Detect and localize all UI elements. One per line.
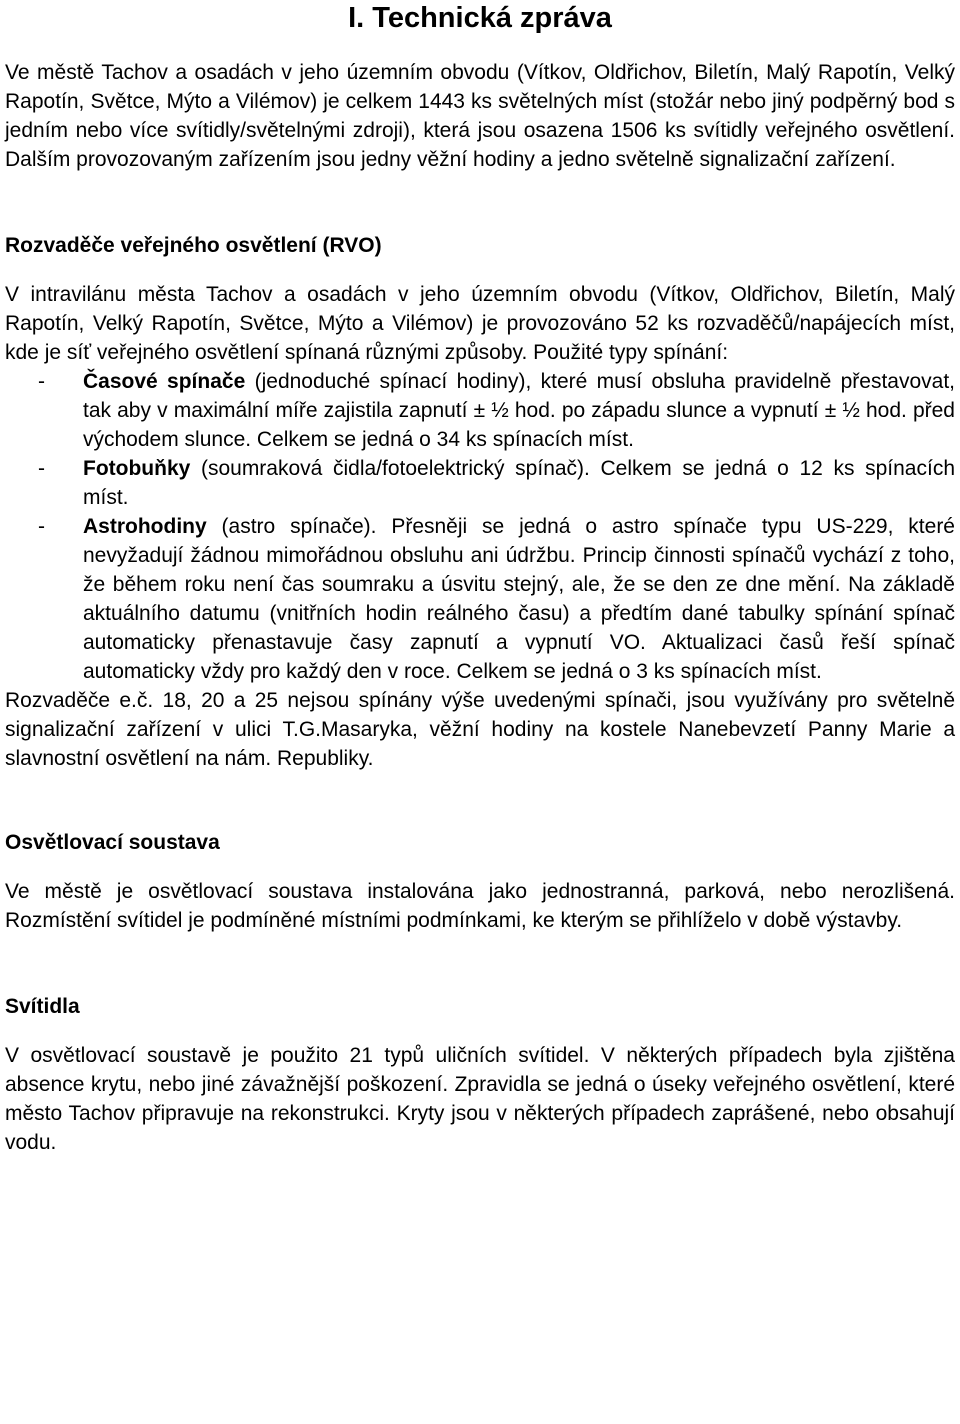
- intro-paragraph: Ve městě Tachov a osadách v jeho územním obvodu (Vítkov, Oldřichov, Biletín, Malý Rapotín, Velký Rapotín, Světce, Mýto a Vilémov) je celkem 1443 ks světelných míst (stožár nebo jiný podpěrný bod s jedním nebo více svítidly/světelnými zdroji), která jsou osazena 1506 ks svítidly veřejného osvětlení. Dalším provozovaným zařízením jsou jedny věžní hodiny a jedno světelně signalizační zařízení.: [5, 61, 955, 171]
- list-dash: -: [38, 457, 45, 480]
- list-item: [5, 367, 955, 454]
- list-item-term: Astrohodiny: [83, 515, 207, 538]
- section-heading-soustava: Osvětlovací soustava: [5, 831, 220, 854]
- document-page: [5, 0, 955, 1157]
- section-heading-svitidla: Svítidla: [5, 995, 80, 1018]
- list-item-text: (astro spínače). Přesněji se jedná o astro spínače typu US-229, které nevyžadují žádnou mimořádnou obsluhu ani údržbu. Princip činnosti spínačů vychází z toho, že během roku není čas soumraku a úsvitu stejný, ale, že se den ze dne mění. Na základě aktuálního datumu (vnitřních hodin reálného času) a předtím dané tabulky spínání spínač automaticky přenastavuje časy zapnutí a vypnutí VO. Aktualizaci časů řeší spínač automaticky vždy pro každý den v roce. Celkem se jedná o 3 ks spínacích míst.: [83, 515, 955, 683]
- section-heading-rvo: Rozvaděče veřejného osvětlení (RVO): [5, 234, 382, 257]
- list-dash: -: [38, 515, 45, 538]
- rvo-paragraph: V intravilánu města Tachov a osadách v jeho územním obvodu (Vítkov, Oldřichov, Biletín, Malý Rapotín, Velký Rapotín, Světce, Mýto a Vilémov) je provozováno 52 ks rozvaděčů/napájecích míst, kde je síť veřejného osvětlení spínaná různými způsoby. Použité typy spínání:: [5, 283, 955, 364]
- list-item: [5, 512, 955, 686]
- rvo-closing-paragraph: Rozvaděče e.č. 18, 20 a 25 nejsou spínány výše uvedenými spínači, jsou využívány pro světelně signalizační zařízení v ulici T.G.Masaryka, věžní hodiny na kostele Nanebevzetí Panny Marie a slavnostní osvětlení na nám. Republiky.: [5, 689, 955, 770]
- switching-types-list: [5, 367, 955, 686]
- list-item: [5, 454, 955, 512]
- soustava-paragraph: Ve městě je osvětlovací soustava instalována jako jednostranná, parková, nebo nerozlišená. Rozmístění svítidel je podmíněné místními podmínkami, ke kterým se přihlíželo v době výstavby.: [5, 880, 955, 932]
- svitidla-paragraph: V osvětlovací soustavě je použito 21 typů uličních svítidel. V některých případech byla zjištěna absence krytu, nebo jiné závažnější poškození. Zpravidla se jedná o úseky veřejného osvětlení, které město Tachov připravuje na rekonstrukci. Kryty jsou v některých případech zaprášené, nebo obsahují vodu.: [5, 1044, 955, 1154]
- list-item-text: (soumraková čidla/fotoelektrický spínač). Celkem se jedná o 12 ks spínacích míst.: [83, 457, 955, 509]
- page-title: I. Technická zpráva: [348, 2, 612, 34]
- list-item-term: Časové spínače: [83, 370, 246, 393]
- list-dash: -: [38, 370, 45, 393]
- list-item-text: (jednoduché spínací hodiny), které musí obsluha pravidelně přestavovat, tak aby v maximální míře zajistila zapnutí ± ½ hod. po západu slunce a vypnutí ± ½ hod. před východem slunce. Celkem se jedná o 34 ks spínacích míst.: [83, 370, 955, 451]
- list-item-term: Fotobuňky: [83, 457, 191, 480]
